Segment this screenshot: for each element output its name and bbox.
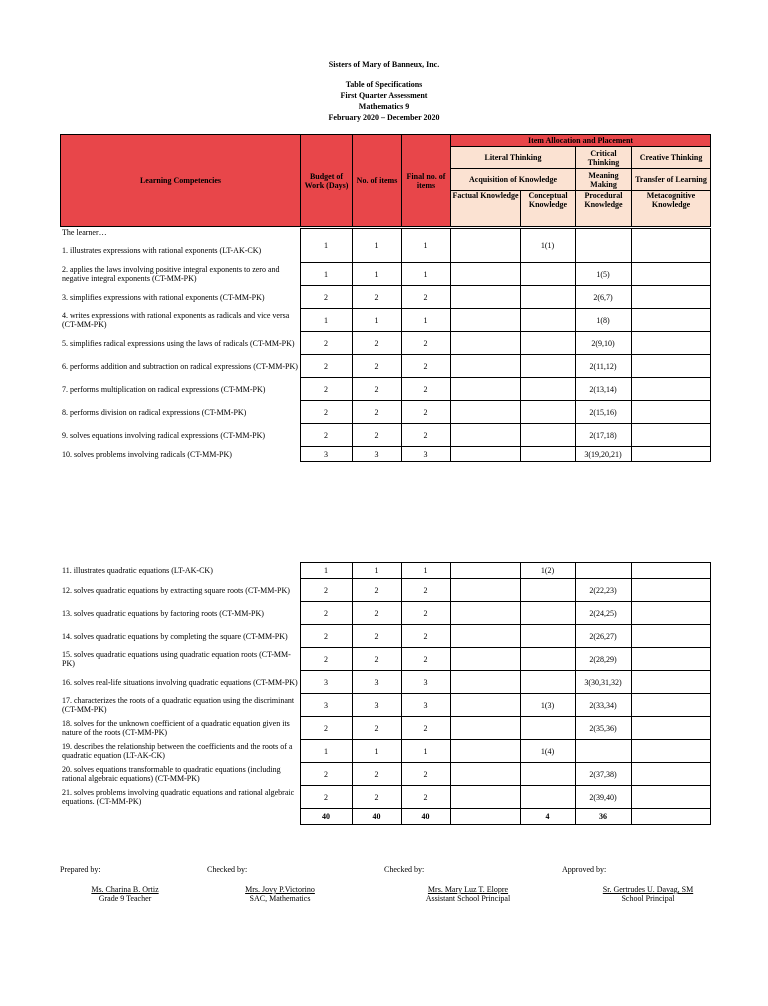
cell-ck: 1(1): [520, 229, 575, 263]
cell-b: 2: [300, 763, 352, 786]
cell-fk: [450, 229, 520, 263]
cell-f: 1: [401, 563, 450, 579]
cell-n: 2: [352, 332, 401, 355]
cell-c: 18. solves for the unknown coefficient of a quadratic equation given its nature of the roots (CT-MM-PK): [60, 717, 300, 740]
cell-f: 2: [401, 625, 450, 648]
cell-fk: [450, 694, 520, 717]
cell-n: 2: [352, 401, 401, 424]
cell-f: 2: [401, 286, 450, 309]
cell-mk: [631, 332, 710, 355]
cell-b: 3: [300, 447, 352, 462]
cell-c: 15. solves quadratic equations using quadratic equation roots (CT-MM-PK): [60, 648, 300, 671]
cell-b: 3: [300, 671, 352, 694]
cell-fk: [450, 763, 520, 786]
cell-pk: [575, 740, 631, 763]
cell-mk: [631, 625, 710, 648]
table-row: [60, 447, 710, 462]
cell-b: 2: [300, 286, 352, 309]
cell-c: 7. performs multiplication on radical expressions (CT-MM-PK): [60, 378, 300, 401]
cell-ck: [520, 602, 575, 625]
total-fk: [450, 809, 520, 825]
table-row: [60, 309, 710, 332]
cell-n: 1: [352, 740, 401, 763]
cell-n: 2: [352, 424, 401, 447]
cell-b: 2: [300, 579, 352, 602]
cell-ck: [520, 309, 575, 332]
cell-mk: [631, 694, 710, 717]
cell-fk: [450, 401, 520, 424]
cell-fk: [450, 263, 520, 286]
cell-pk: 2(9,10): [575, 332, 631, 355]
signature-checked-2-name-block: [398, 885, 538, 903]
intro-text: The learner…: [62, 228, 107, 237]
cell-fk: [450, 602, 520, 625]
total-pk: 36: [575, 809, 631, 825]
cell-pk: 2(22,23): [575, 579, 631, 602]
signature-role: School Principal: [621, 894, 675, 903]
cell-pk: 2(35,36): [575, 717, 631, 740]
cell-n: 1: [352, 563, 401, 579]
table-row: [60, 332, 710, 355]
cell-mk: [631, 263, 710, 286]
cell-mk: [631, 671, 710, 694]
cell-f: 2: [401, 355, 450, 378]
cell-fk: [450, 286, 520, 309]
total-mk: [631, 809, 710, 825]
cell-n: 1: [352, 263, 401, 286]
cell-ck: [520, 263, 575, 286]
signature-checked-2: [384, 865, 424, 874]
cell-ck: [520, 717, 575, 740]
signature-prepared-name-block: [60, 885, 190, 903]
cell-f: 3: [401, 671, 450, 694]
cell-b: 3: [300, 694, 352, 717]
header-metacognitive-knowledge: Metacognitive Knowledge: [632, 191, 711, 227]
signature-checked-1-name-block: [215, 885, 345, 903]
cell-f: 2: [401, 786, 450, 809]
cell-pk: [575, 229, 631, 263]
cell-b: 2: [300, 717, 352, 740]
cell-mk: [631, 424, 710, 447]
cell-fk: [450, 579, 520, 602]
header-meaning-making: Meaning Making: [576, 169, 632, 191]
cell-b: 2: [300, 355, 352, 378]
cell-b: 2: [300, 378, 352, 401]
cell-fk: [450, 447, 520, 462]
header-critical-thinking: Critical Thinking: [576, 147, 632, 169]
cell-b: 1: [300, 309, 352, 332]
signature-role: Assistant School Principal: [425, 894, 511, 903]
table-row: [60, 229, 710, 263]
cell-pk: 2(17,18): [575, 424, 631, 447]
header-no-of-items: No. of items: [353, 135, 402, 227]
cell-n: 1: [352, 309, 401, 332]
cell-mk: [631, 563, 710, 579]
cell-pk: 2(6,7): [575, 286, 631, 309]
cell-pk: 2(37,38): [575, 763, 631, 786]
cell-n: 2: [352, 786, 401, 809]
signature-name: Mrs. Jovy P.Victorino: [245, 885, 315, 894]
header-creative-thinking: Creative Thinking: [632, 147, 711, 169]
cell-mk: [631, 355, 710, 378]
cell-mk: [631, 378, 710, 401]
cell-n: 2: [352, 378, 401, 401]
cell-c: 21. solves problems involving quadratic equations and rational algebraic equations. (CT-MM-PK): [60, 786, 300, 809]
cell-n: 2: [352, 286, 401, 309]
cell-f: 2: [401, 648, 450, 671]
table-row: [60, 694, 710, 717]
cell-c: 9. solves equations involving radical expressions (CT-MM-PK): [60, 424, 300, 447]
cell-pk: [575, 563, 631, 579]
signature-label: Approved by:: [562, 865, 607, 874]
cell-ck: 1(2): [520, 563, 575, 579]
cell-f: 1: [401, 740, 450, 763]
cell-mk: [631, 229, 710, 263]
table-row: [60, 763, 710, 786]
cell-f: 3: [401, 447, 450, 462]
cell-ck: [520, 355, 575, 378]
cell-pk: 2(33,34): [575, 694, 631, 717]
cell-f: 2: [401, 579, 450, 602]
header-item-allocation: Item Allocation and Placement: [451, 135, 711, 147]
signature-role: Grade 9 Teacher: [98, 894, 152, 903]
cell-ck: [520, 763, 575, 786]
cell-f: 2: [401, 378, 450, 401]
signature-prepared: [60, 865, 101, 874]
specifications-table-head: [60, 134, 711, 227]
signature-name: Ms. Charina B. Ortiz: [91, 885, 159, 894]
cell-c: 5. simplifies radical expressions using the laws of radicals (CT-MM-PK): [60, 332, 300, 355]
cell-fk: [450, 355, 520, 378]
cell-pk: 2(39,40): [575, 786, 631, 809]
cell-c: 11. illustrates quadratic equations (LT-AK-CK): [60, 563, 300, 579]
cell-ck: 1(3): [520, 694, 575, 717]
header-transfer-of-learning: Transfer of Learning: [632, 169, 711, 191]
cell-pk: 2(11,12): [575, 355, 631, 378]
table-row: [60, 355, 710, 378]
table-row: [60, 563, 710, 579]
cell-f: 2: [401, 332, 450, 355]
cell-n: 2: [352, 763, 401, 786]
cell-b: 2: [300, 648, 352, 671]
cell-f: 2: [401, 717, 450, 740]
cell-c: 10. solves problems involving radicals (CT-MM-PK): [60, 447, 300, 462]
cell-fk: [450, 717, 520, 740]
cell-n: 2: [352, 355, 401, 378]
cell-ck: [520, 786, 575, 809]
cell-ck: [520, 378, 575, 401]
header-factual-knowledge: Factual Knowledge: [451, 191, 521, 227]
cell-b: 1: [300, 740, 352, 763]
cell-pk: 1(8): [575, 309, 631, 332]
header-acquisition-of-knowledge: Acquisition of Knowledge: [451, 169, 576, 191]
signature-name: Sr. Gertrudes U. Davag, SM: [602, 885, 694, 894]
cell-pk: 2(28,29): [575, 648, 631, 671]
cell-c: 2. applies the laws involving positive integral exponents to zero and negative integral exponents (CT-MM-PK): [60, 263, 300, 286]
table-row: [60, 786, 710, 809]
cell-ck: [520, 625, 575, 648]
cell-ck: [520, 648, 575, 671]
cell-mk: [631, 740, 710, 763]
document-title: Table of Specifications: [345, 80, 423, 89]
cell-fk: [450, 563, 520, 579]
cell-n: 2: [352, 717, 401, 740]
cell-mk: [631, 286, 710, 309]
table-row: [60, 401, 710, 424]
cell-ck: [520, 286, 575, 309]
cell-pk: 3(19,20,21): [575, 447, 631, 462]
cell-pk: 1(5): [575, 263, 631, 286]
cell-b: 1: [300, 229, 352, 263]
cell-mk: [631, 602, 710, 625]
cell-f: 3: [401, 694, 450, 717]
assessment-title: First Quarter Assessment: [340, 91, 428, 100]
cell-pk: 2(13,14): [575, 378, 631, 401]
header-budget-of-work: Budget of Work (Days): [301, 135, 353, 227]
signature-approved-name-block: [578, 885, 718, 903]
cell-pk: 2(24,25): [575, 602, 631, 625]
cell-ck: 1(4): [520, 740, 575, 763]
subject-title: Mathematics 9: [358, 102, 410, 111]
cell-n: 3: [352, 694, 401, 717]
table-row: [60, 602, 710, 625]
cell-mk: [631, 447, 710, 462]
header-literal-thinking: Literal Thinking: [451, 147, 576, 169]
cell-fk: [450, 786, 520, 809]
cell-n: 1: [352, 229, 401, 263]
cell-c: 6. performs addition and subtraction on radical expressions (CT-MM-PK): [60, 355, 300, 378]
cell-ck: [520, 424, 575, 447]
cell-f: 2: [401, 424, 450, 447]
total-c: [60, 809, 300, 825]
cell-c: 19. describes the relationship between the coefficients and the roots of a quadratic equation (LT-AK-CK): [60, 740, 300, 763]
cell-mk: [631, 648, 710, 671]
cell-c: 20. solves equations transformable to quadratic equations (including rational algebraic equations) (CT-MM-PK): [60, 763, 300, 786]
cell-b: 2: [300, 602, 352, 625]
cell-fk: [450, 671, 520, 694]
total-n: 40: [352, 809, 401, 825]
cell-mk: [631, 401, 710, 424]
cell-mk: [631, 579, 710, 602]
cell-fk: [450, 309, 520, 332]
table-row: [60, 648, 710, 671]
signature-role: SAC, Mathematics: [249, 894, 311, 903]
cell-mk: [631, 763, 710, 786]
cell-f: 1: [401, 263, 450, 286]
cell-b: 2: [300, 786, 352, 809]
cell-mk: [631, 309, 710, 332]
specifications-table-part-1: [60, 228, 711, 462]
cell-c: 1. illustrates expressions with rational exponents (LT-AK-CK): [60, 229, 300, 263]
cell-pk: 2(26,27): [575, 625, 631, 648]
table-row: [60, 740, 710, 763]
cell-ck: [520, 332, 575, 355]
cell-ck: [520, 579, 575, 602]
table-row: [60, 579, 710, 602]
total-ck: 4: [520, 809, 575, 825]
cell-n: 3: [352, 447, 401, 462]
cell-c: 13. solves quadratic equations by factoring roots (CT-MM-PK): [60, 602, 300, 625]
cell-ck: [520, 401, 575, 424]
cell-n: 2: [352, 648, 401, 671]
cell-n: 2: [352, 602, 401, 625]
cell-n: 3: [352, 671, 401, 694]
cell-n: 2: [352, 579, 401, 602]
signature-label: Checked by:: [207, 865, 248, 874]
cell-f: 1: [401, 229, 450, 263]
header-final-items: Final no. of items: [402, 135, 451, 227]
cell-c: 12. solves quadratic equations by extracting square roots (CT-MM-PK): [60, 579, 300, 602]
cell-c: 8. performs division on radical expressions (CT-MM-PK): [60, 401, 300, 424]
cell-f: 1: [401, 309, 450, 332]
signature-name: Mrs. Mary Luz T. Elopre: [427, 885, 509, 894]
signature-label: Prepared by:: [60, 865, 101, 874]
org-name: Sisters of Mary of Banneux, Inc.: [328, 60, 440, 69]
cell-f: 2: [401, 763, 450, 786]
cell-f: 2: [401, 401, 450, 424]
cell-c: 4. writes expressions with rational exponents as radicals and vice versa (CT-MM-PK): [60, 309, 300, 332]
cell-n: 2: [352, 625, 401, 648]
table-row: [60, 671, 710, 694]
cell-mk: [631, 717, 710, 740]
total-f: 40: [401, 809, 450, 825]
cell-b: 1: [300, 263, 352, 286]
table-row: [60, 625, 710, 648]
cell-ck: [520, 447, 575, 462]
header-conceptual-knowledge: Conceptual Knowledge: [521, 191, 576, 227]
cell-pk: 3(30,31,32): [575, 671, 631, 694]
cell-ck: [520, 671, 575, 694]
table-row: [60, 286, 710, 309]
period-title: February 2020 – December 2020: [328, 113, 440, 122]
signature-checked-1: [207, 865, 247, 874]
header-learning-competencies: Learning Competencies: [61, 135, 301, 227]
cell-c: 17. characterizes the roots of a quadratic equation using the discriminant (CT-MM-PK): [60, 694, 300, 717]
table-row: [60, 378, 710, 401]
table-row: [60, 717, 710, 740]
specifications-table-part-2: [60, 562, 711, 825]
cell-pk: 2(15,16): [575, 401, 631, 424]
cell-b: 2: [300, 332, 352, 355]
table-row: [60, 424, 710, 447]
cell-f: 2: [401, 602, 450, 625]
cell-fk: [450, 648, 520, 671]
cell-b: 2: [300, 625, 352, 648]
header-procedural-knowledge: Procedural Knowledge: [576, 191, 632, 227]
table-row: [60, 263, 710, 286]
cell-fk: [450, 625, 520, 648]
cell-c: 3. simplifies expressions with rational exponents (CT-MM-PK): [60, 286, 300, 309]
cell-fk: [450, 378, 520, 401]
cell-b: 1: [300, 563, 352, 579]
cell-b: 2: [300, 401, 352, 424]
cell-fk: [450, 332, 520, 355]
signature-label: Checked by:: [384, 865, 425, 874]
signature-approved: [562, 865, 606, 874]
total-b: 40: [300, 809, 352, 825]
cell-b: 2: [300, 424, 352, 447]
cell-c: 16. solves real-life situations involving quadratic equations (CT-MM-PK): [60, 671, 300, 694]
totals-row: [60, 809, 710, 825]
cell-mk: [631, 786, 710, 809]
cell-fk: [450, 424, 520, 447]
cell-fk: [450, 740, 520, 763]
cell-c: 14. solves quadratic equations by completing the square (CT-MM-PK): [60, 625, 300, 648]
